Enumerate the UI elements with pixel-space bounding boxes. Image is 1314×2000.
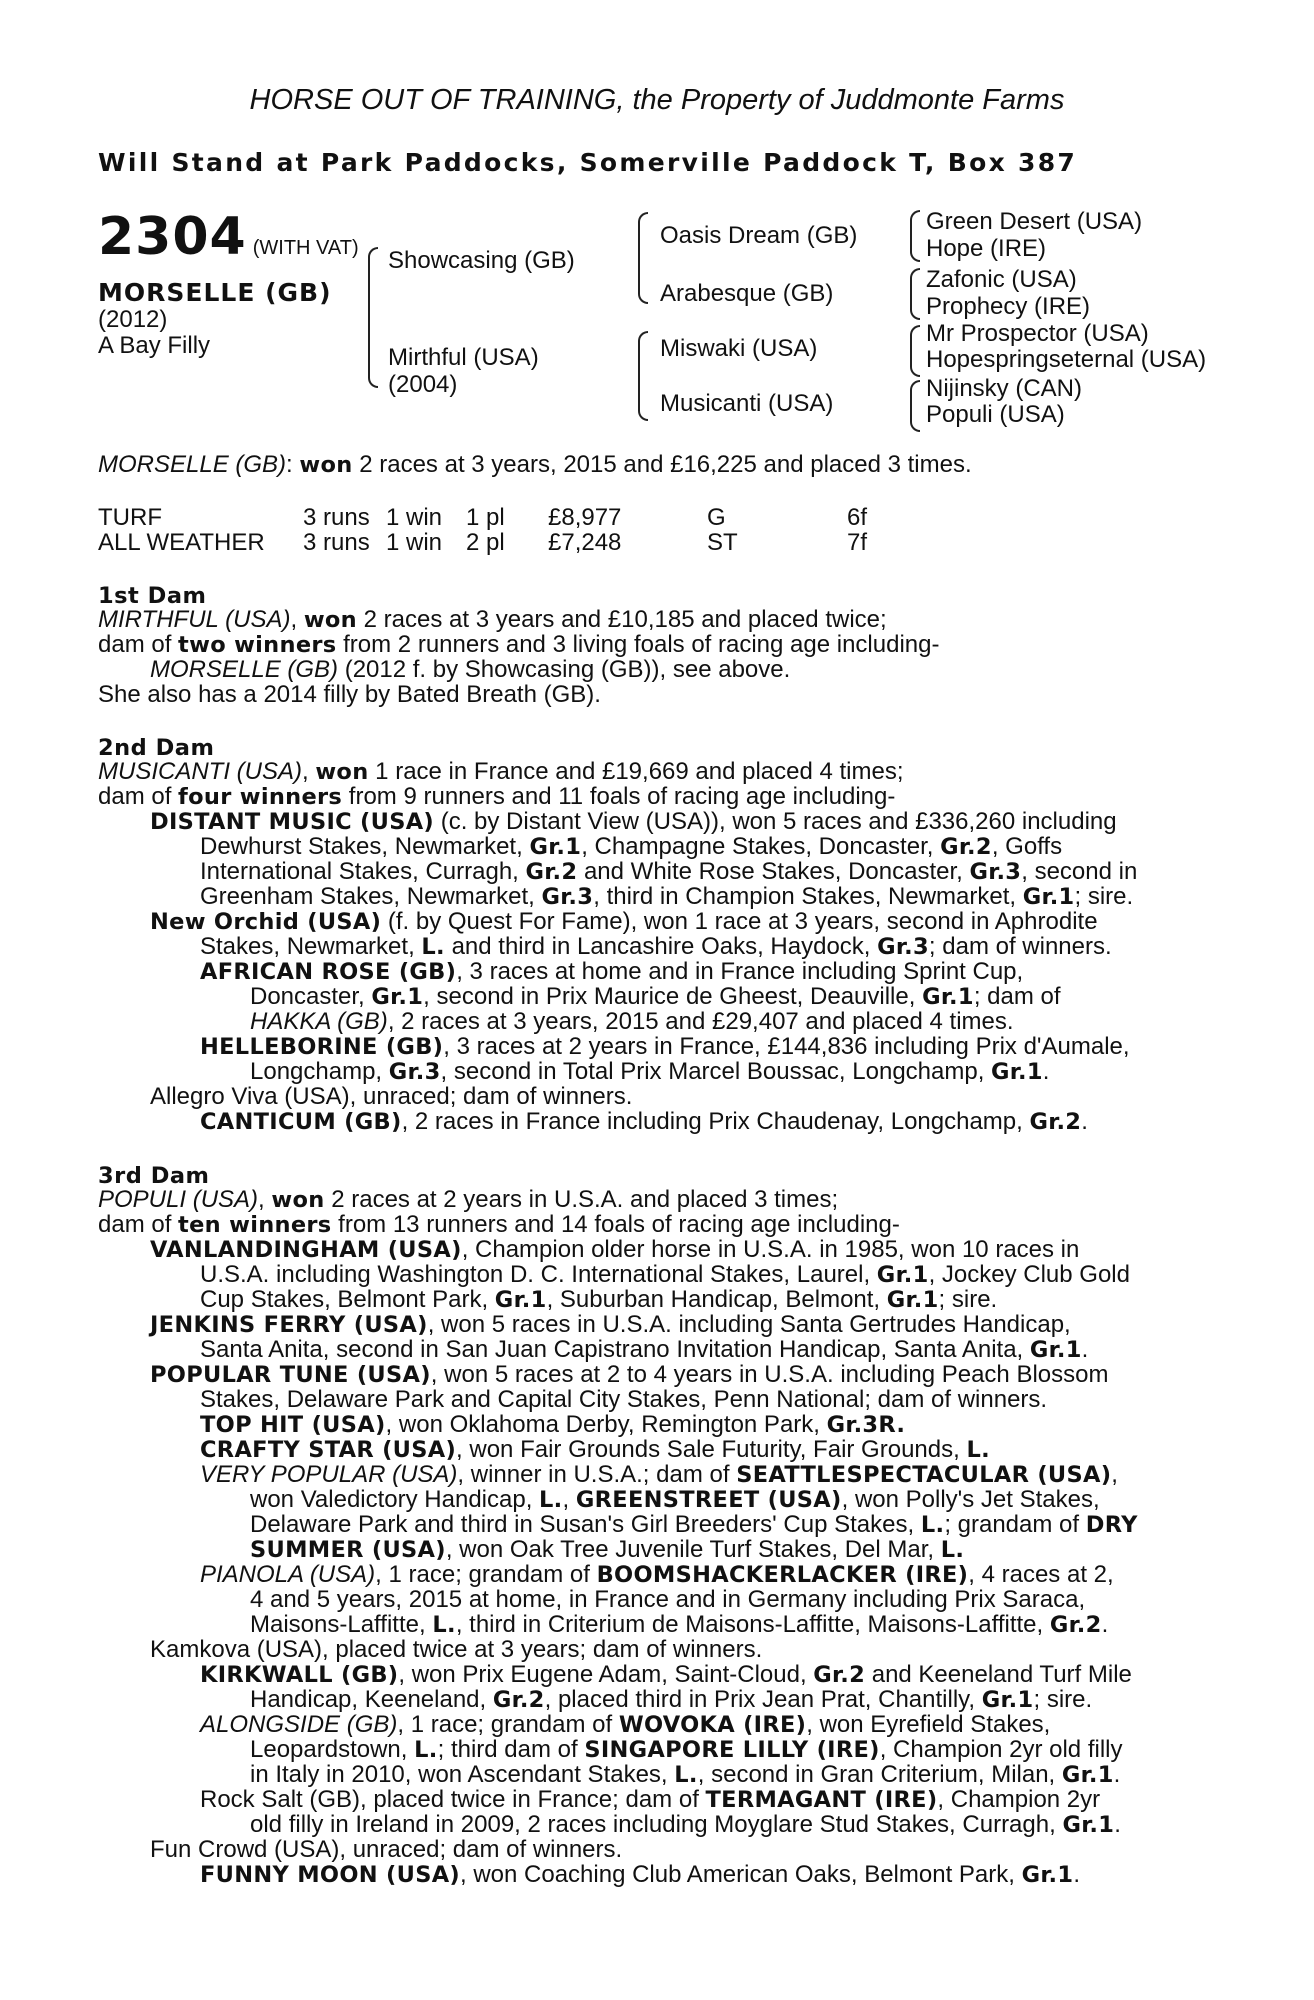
page-title: HORSE OUT OF TRAINING, the Property of Juddmonte Farms bbox=[249, 84, 1065, 116]
ped-g7: Nijinsky (CAN) bbox=[926, 375, 1082, 402]
third-dam-line: old filly in Ireland in 2009, 2 races including Moyglare Stud Stakes, Curragh, Gr.1. bbox=[250, 1811, 1121, 1838]
ped-sire-dam: Arabesque (GB) bbox=[660, 280, 834, 307]
second-dam-line: Greenham Stakes, Newmarket, Gr.3, third in Champion Stakes, Newmarket, Gr.1; sire. bbox=[200, 883, 1134, 910]
third-dam-line: in Italy in 2010, won Ascendant Stakes, L., second in Gran Criterium, Milan, Gr.1. bbox=[250, 1761, 1121, 1788]
third-dam-line: Cup Stakes, Belmont Park, Gr.1, Suburban Handicap, Belmont, Gr.1; sire. bbox=[200, 1286, 998, 1313]
ped-dam-year: (2004) bbox=[388, 371, 458, 398]
lot-number: 2304 bbox=[98, 207, 247, 267]
third-dam-line: VANLANDINGHAM (USA), Champion older horse in U.S.A. in 1985, won 10 races in bbox=[150, 1236, 1080, 1263]
stat-surface: ALL WEATHER bbox=[98, 529, 265, 556]
first-dam-line: dam of two winners from 2 runners and 3 living foals of racing age including- bbox=[98, 631, 940, 658]
third-dam-line: Leopardstown, L.; third dam of SINGAPORE LILLY (IRE), Champion 2yr old filly bbox=[250, 1736, 1123, 1763]
brace-g56 bbox=[910, 325, 920, 377]
stat-going: ST bbox=[707, 529, 738, 556]
second-dam-line: International Stakes, Curragh, Gr.2 and White Rose Stakes, Doncaster, Gr.3, second in bbox=[200, 858, 1138, 885]
horse-year: (2012) bbox=[98, 306, 168, 333]
third-dam-line: POPULAR TUNE (USA), won 5 races at 2 to 4 years in U.S.A. including Peach Blossom bbox=[150, 1361, 1109, 1388]
stat-runs: 3 runs bbox=[303, 504, 370, 531]
third-dam-line: Handicap, Keeneland, Gr.2, placed third in Prix Jean Prat, Chantilly, Gr.1; sire. bbox=[250, 1686, 1093, 1713]
first-dam-line: MIRTHFUL (USA), won 2 races at 3 years and £10,185 and placed twice; bbox=[98, 606, 887, 633]
second-dam-heading: 2nd Dam bbox=[98, 735, 215, 761]
second-dam-line: CANTICUM (GB), 2 races in France including Prix Chaudenay, Longchamp, Gr.2. bbox=[200, 1108, 1088, 1135]
third-dam-line: 4 and 5 years, 2015 at home, in France and in Germany including Prix Saraca, bbox=[250, 1586, 1086, 1613]
horse-description: A Bay Filly bbox=[98, 332, 211, 359]
stat-distance: 7f bbox=[847, 529, 868, 556]
third-dam-line: Stakes, Delaware Park and Capital City Stakes, Penn National; dam of winners. bbox=[200, 1386, 1048, 1413]
stat-distance: 6f bbox=[847, 504, 868, 531]
horse-name: MORSELLE (GB) bbox=[98, 278, 332, 307]
ped-g4: Prophecy (IRE) bbox=[926, 293, 1091, 320]
second-dam-line: Stakes, Newmarket, L. and third in Lancashire Oaks, Haydock, Gr.3; dam of winners. bbox=[200, 933, 1112, 960]
first-dam-line: MORSELLE (GB) (2012 f. by Showcasing (GB)), see above. bbox=[150, 656, 791, 683]
second-dam-line: Longchamp, Gr.3, second in Total Prix Marcel Boussac, Longchamp, Gr.1. bbox=[250, 1058, 1050, 1085]
third-dam-line: POPULI (USA), won 2 races at 2 years in U.S.A. and placed 3 times; bbox=[98, 1186, 839, 1213]
ped-dam-sire: Miswaki (USA) bbox=[660, 335, 818, 362]
third-dam-line: TOP HIT (USA), won Oklahoma Derby, Remington Park, Gr.3R. bbox=[200, 1411, 906, 1438]
second-dam-line: DISTANT MUSIC (USA) (c. by Distant View (USA)), won 5 races and £336,260 including bbox=[150, 808, 1117, 835]
stat-money: £7,248 bbox=[548, 529, 622, 556]
brace-g78 bbox=[910, 380, 920, 432]
brace-sire-line bbox=[638, 212, 648, 304]
third-dam-line: Maisons-Laffitte, L., third in Criterium de Maisons-Laffitte, Maisons-Laffitte, Gr.2. bbox=[250, 1611, 1109, 1638]
ped-g3: Zafonic (USA) bbox=[926, 266, 1077, 293]
third-dam-line: Rock Salt (GB), placed twice in France; dam of TERMAGANT (IRE), Champion 2yr bbox=[200, 1786, 1101, 1813]
third-dam-line: Santa Anita, second in San Juan Capistrano Invitation Handicap, Santa Anita, Gr.1. bbox=[200, 1336, 1089, 1363]
third-dam-line: ALONGSIDE (GB), 1 race; grandam of WOVOKA (IRE), won Eyrefield Stakes, bbox=[200, 1711, 1051, 1738]
second-dam-line: Allegro Viva (USA), unraced; dam of winners. bbox=[150, 1083, 633, 1110]
third-dam-line: PIANOLA (USA), 1 race; grandam of BOOMSHACKERLACKER (IRE), 4 races at 2, bbox=[200, 1561, 1114, 1588]
second-dam-line: dam of four winners from 9 runners and 11 foals of racing age including- bbox=[98, 783, 896, 810]
ped-dam-dam: Musicanti (USA) bbox=[660, 390, 834, 417]
third-dam-line: Delaware Park and third in Susan's Girl Breeders' Cup Stakes, L.; grandam of DRY bbox=[250, 1511, 1138, 1538]
first-dam-heading: 1st Dam bbox=[98, 583, 207, 609]
stat-going: G bbox=[707, 504, 726, 531]
stat-surface: TURF bbox=[98, 504, 162, 531]
ped-g5: Mr Prospector (USA) bbox=[926, 320, 1149, 347]
second-dam-line: AFRICAN ROSE (GB), 3 races at home and in France including Sprint Cup, bbox=[200, 958, 1024, 985]
ped-g2: Hope (IRE) bbox=[926, 235, 1047, 262]
second-dam-line: Doncaster, Gr.1, second in Prix Maurice de Gheest, Deauville, Gr.1; dam of bbox=[250, 983, 1061, 1010]
vat-note: (WITH VAT) bbox=[252, 237, 359, 259]
third-dam-line: won Valedictory Handicap, L., GREENSTREET (USA), won Polly's Jet Stakes, bbox=[250, 1486, 1100, 1513]
stat-places: 1 pl bbox=[466, 504, 505, 531]
second-dam-line: HELLEBORINE (GB), 3 races at 2 years in France, £144,836 including Prix d'Aumale, bbox=[200, 1033, 1130, 1060]
ped-sire-sire: Oasis Dream (GB) bbox=[660, 222, 858, 249]
stat-wins: 1 win bbox=[386, 504, 443, 531]
third-dam-line: Fun Crowd (USA), unraced; dam of winners. bbox=[150, 1836, 623, 1863]
ped-g8: Populi (USA) bbox=[926, 401, 1065, 428]
ped-g1: Green Desert (USA) bbox=[926, 208, 1143, 235]
first-dam-line: She also has a 2014 filly by Bated Breath (GB). bbox=[98, 681, 601, 708]
stat-money: £8,977 bbox=[548, 504, 622, 531]
brace-dam-line bbox=[638, 331, 648, 421]
stat-runs: 3 runs bbox=[303, 529, 370, 556]
ped-dam: Mirthful (USA) bbox=[388, 344, 539, 371]
third-dam-line: CRAFTY STAR (USA), won Fair Grounds Sale Futurity, Fair Grounds, L. bbox=[200, 1436, 990, 1463]
race-summary: MORSELLE (GB): won 2 races at 3 years, 2015 and £16,225 and placed 3 times. bbox=[98, 451, 972, 478]
second-dam-line: Dewhurst Stakes, Newmarket, Gr.1, Champagne Stakes, Doncaster, Gr.2, Goffs bbox=[200, 833, 1063, 860]
third-dam-line: dam of ten winners from 13 runners and 14 foals of racing age including- bbox=[98, 1211, 900, 1238]
third-dam-line: JENKINS FERRY (USA), won 5 races in U.S.A. including Santa Gertrudes Handicap, bbox=[150, 1311, 1071, 1338]
ped-g6: Hopespringseternal (USA) bbox=[926, 346, 1207, 373]
stat-wins: 1 win bbox=[386, 529, 443, 556]
brace-g12 bbox=[910, 210, 920, 262]
brace-g34 bbox=[910, 268, 920, 320]
second-dam-line: HAKKA (GB), 2 races at 3 years, 2015 and £29,407 and placed 4 times. bbox=[250, 1008, 1014, 1035]
second-dam-line: New Orchid (USA) (f. by Quest For Fame), won 1 race at 3 years, second in Aphrodite bbox=[150, 908, 1098, 935]
brace-sire-dam bbox=[368, 247, 378, 388]
third-dam-line: FUNNY MOON (USA), won Coaching Club American Oaks, Belmont Park, Gr.1. bbox=[200, 1861, 1081, 1888]
stand-location: Will Stand at Park Paddocks, Somerville Paddock T, Box 387 bbox=[98, 148, 1078, 177]
third-dam-line: VERY POPULAR (USA), winner in U.S.A.; dam of SEATTLESPECTACULAR (USA), bbox=[200, 1461, 1118, 1488]
third-dam-line: KIRKWALL (GB), won Prix Eugene Adam, Saint-Cloud, Gr.2 and Keeneland Turf Mile bbox=[200, 1661, 1132, 1688]
ped-sire: Showcasing (GB) bbox=[388, 247, 575, 274]
third-dam-line: Kamkova (USA), placed twice at 3 years; dam of winners. bbox=[150, 1636, 763, 1663]
stat-places: 2 pl bbox=[466, 529, 505, 556]
third-dam-heading: 3rd Dam bbox=[98, 1163, 210, 1189]
third-dam-line: U.S.A. including Washington D. C. International Stakes, Laurel, Gr.1, Jockey Club Gold bbox=[200, 1261, 1130, 1288]
second-dam-line: MUSICANTI (USA), won 1 race in France and £19,669 and placed 4 times; bbox=[98, 758, 904, 785]
lot-number-block bbox=[98, 207, 359, 267]
third-dam-line: SUMMER (USA), won Oak Tree Juvenile Turf Stakes, Del Mar, L. bbox=[250, 1536, 965, 1563]
